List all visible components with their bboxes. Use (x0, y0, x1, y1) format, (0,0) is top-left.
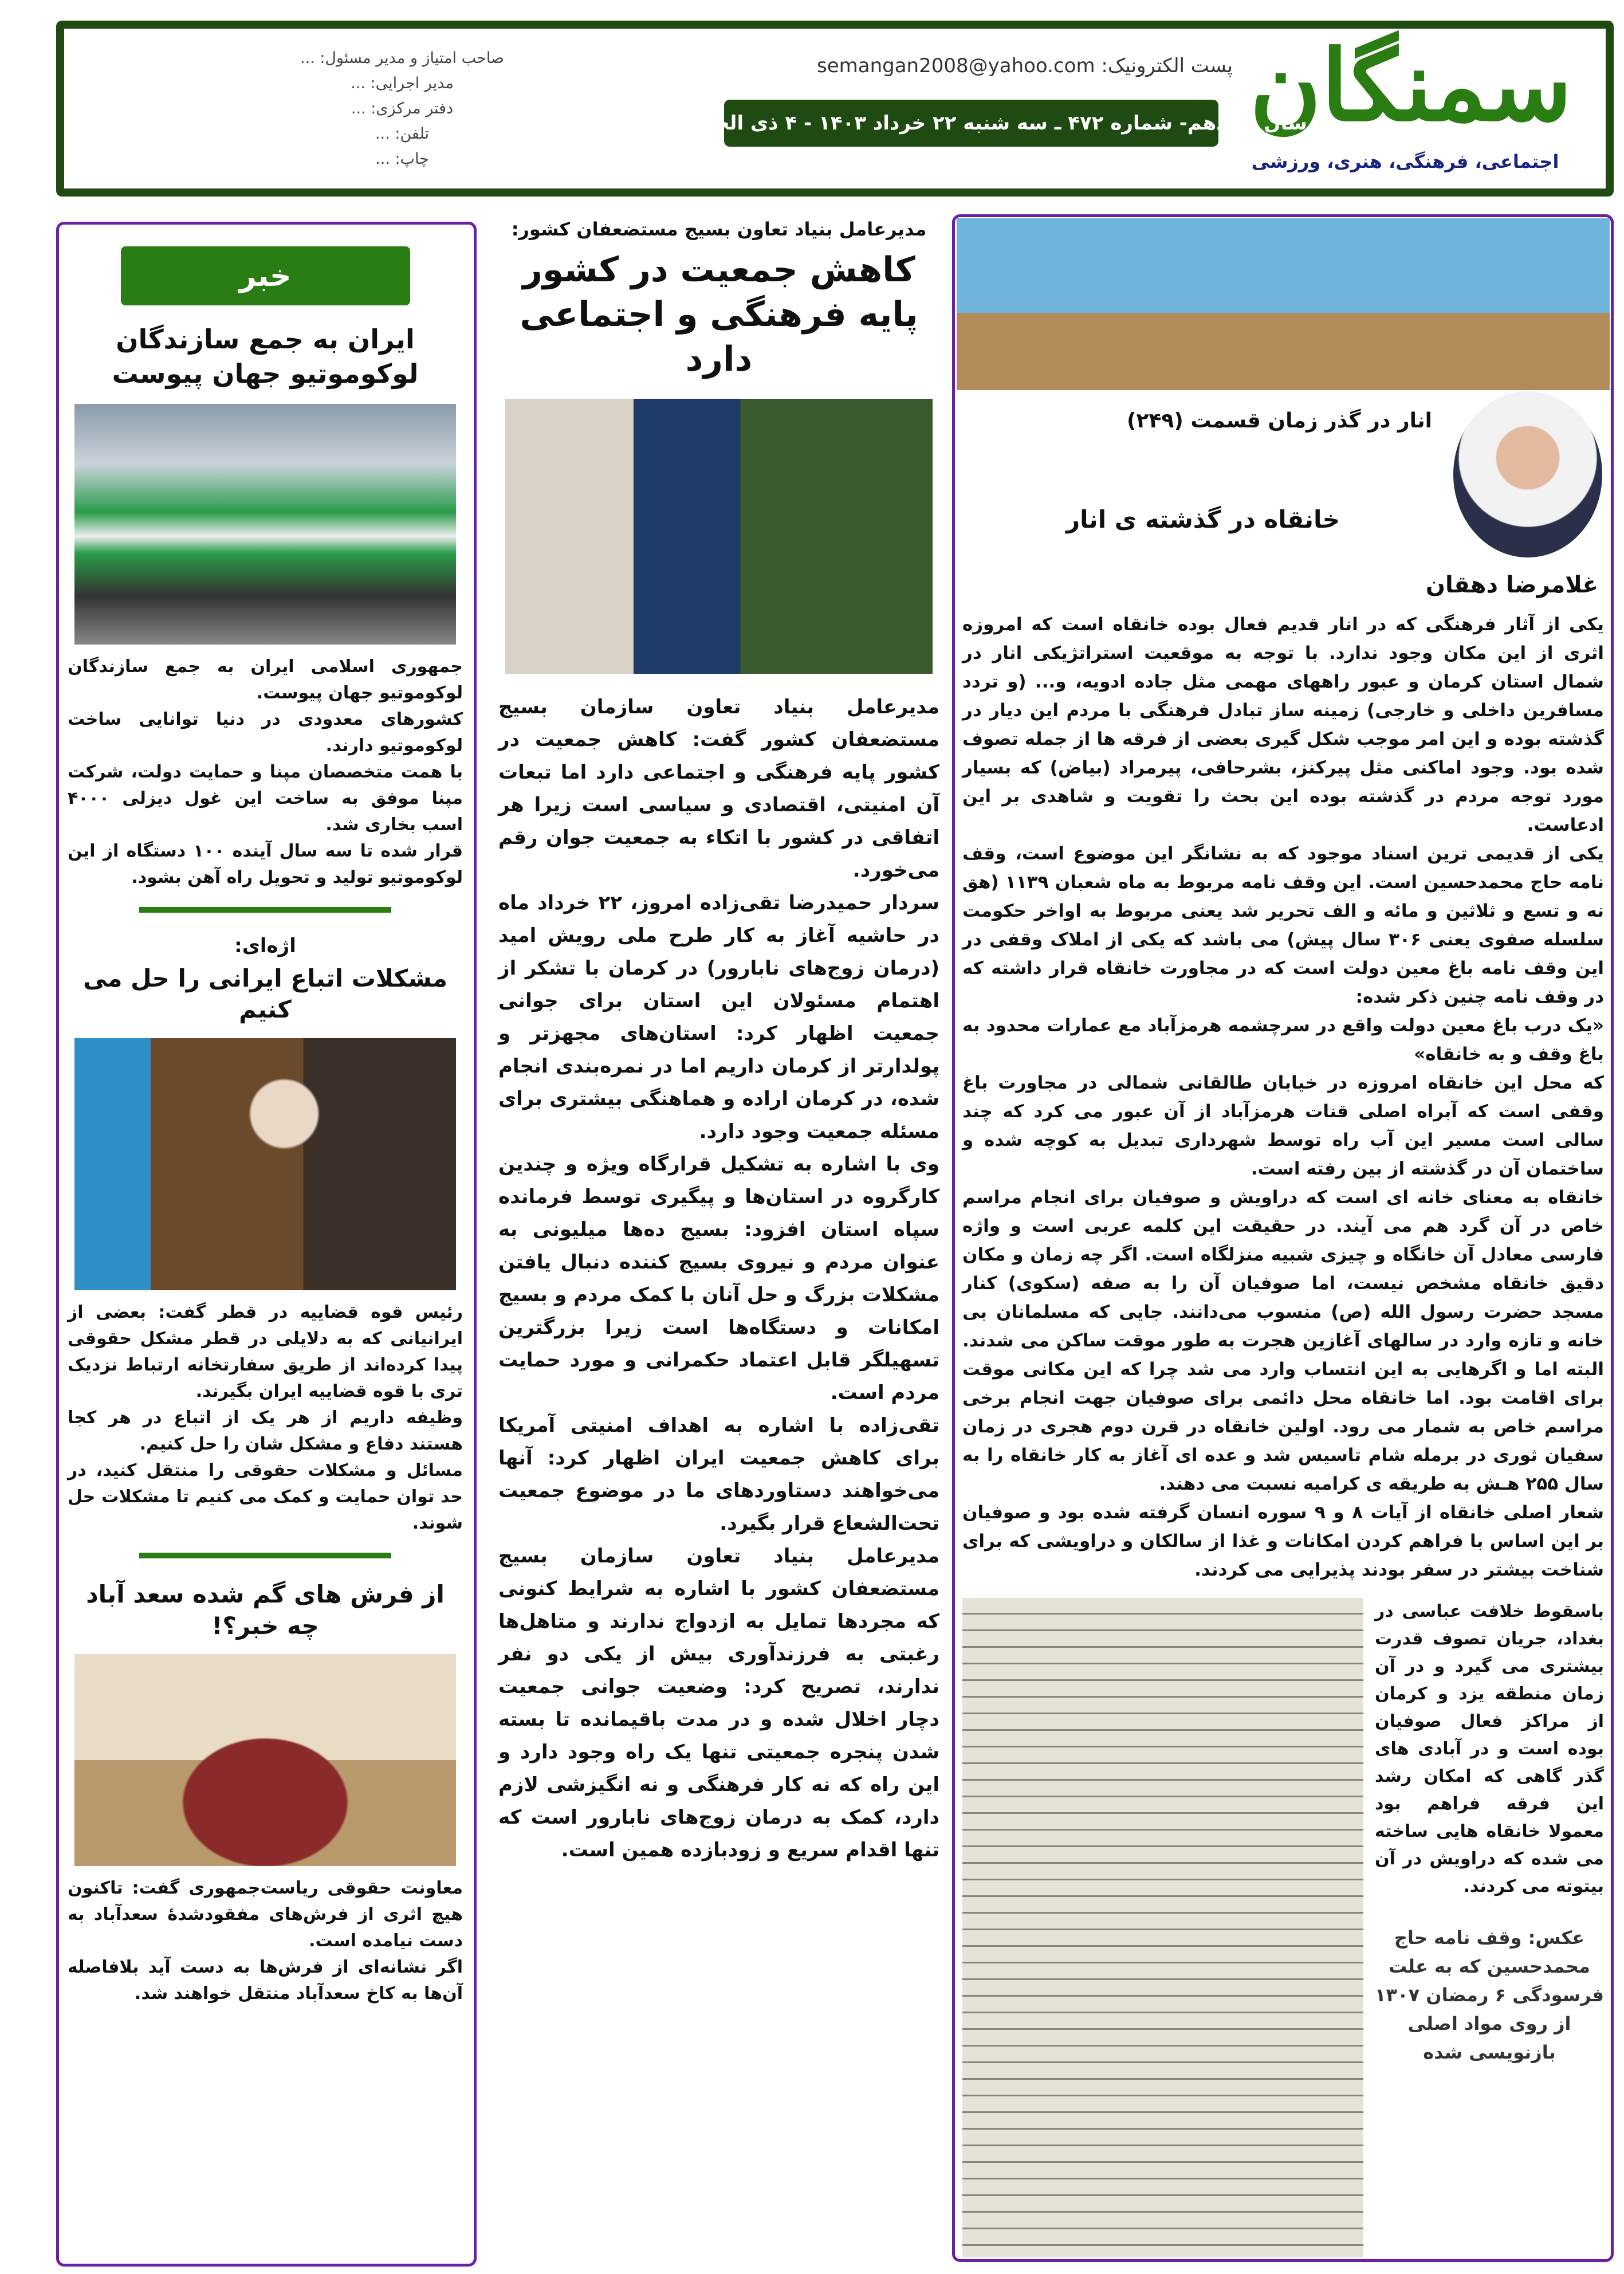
saadabad-carpet-photo (74, 1654, 456, 1866)
ejei-kicker: اژه‌ای: (234, 934, 296, 957)
paragraph: «یک درب باغ معین دولت واقع در سرچشمه هرمزآباد مع عمارات محدود به باغ وقف و به خانقاه» (962, 1015, 1604, 1065)
paragraph: وی با اشاره به تشکیل قرارگاه ویژه و چندین کارگروه در استان‌ها و پیگیری توسط فرمانده سپاه استان افزود: بسیج ده‌ها میلیونی به عنوان مردم و نیروی بسیج کننده دنبال یافتن مشکلات بزرگ و حل آنان با کمک مردم و بسیج امکانات و دستگاه‌ها است زیرا بزرگترین تسهیلگر قابل اعتماد حکمرانی و مورد حمایت مردم است. (498, 1152, 939, 1404)
side-text: باسقوط خلافت عباسی در بغداد، جریان تصوف قدرت بیشتری می گیرد و در آن زمان منطقه یزد و کرمان از مراکز فعال صوفیان بوده است و در آبادی های گذر گاهی که امکان رشد این فرقه فراهم بود معمولا خانقاه هایی ساخته می شده که دراویش در آن بیتوته می کردند. (1375, 1601, 1604, 1896)
paragraph: مسائل و مشکلات حقوقی را منتقل کنید، در حد توان حمایت و کمک می کنیم تا مشکلات حل شوند. (68, 1460, 463, 1533)
paragraph: شعار اصلی خانقاه از آیات ۸ و ۹ سوره انسان گرفته شده بود و صوفیان بر این اساس با فراهم کردن امکانات و غذا از سالکان و دراویشی که برای شناخت بیشتر در سفر بودند پذیرایی می کردند. (962, 1502, 1604, 1580)
staff-line: صاحب امتیاز و مدیر مسئول: ... (300, 49, 504, 67)
population-kicker: مدیرعامل بنیاد تعاون بسیج مستضعفان کشور: (511, 218, 927, 240)
issue-date-bar: سال نوزدهم- شماره ۴۷۲ ـ سه شنبه ۲۲ خرداد ۱۴۰۳ - ۴ ذی الحجه ۱۴۴۵ (724, 100, 1218, 147)
document-caption: عکس: وقف نامه حاج محمدحسین که به علت فرسودگی ۶ رمضان ۱۳۰۷ از روی مواد اصلی بازنویسی شده (1375, 1927, 1604, 2063)
judiciary-chief-photo (74, 1038, 456, 1290)
logo-subtitle: اجتماعی، فرهنگی، هنری، ورزشی (1251, 151, 1559, 172)
population-article-body (498, 691, 939, 1867)
left-column-content (68, 246, 463, 2257)
ceremony-photo (505, 399, 933, 674)
divider (139, 907, 391, 913)
khanqah-article (962, 610, 1604, 2257)
paragraph: که محل این خانقاه امروزه در خیابان طالقانی شمالی در مجاورت باغ وقفی است که آبراه اصلی قنات هرمزآباد از آن عبور می کرد که چند سالی است مسیر این آب راه توسط شهرداری تبدیل به کوچه شده و ساختمان آن در گذشته از بین رفته است. (962, 1073, 1604, 1179)
paragraph: اگر نشانه‌ای از فرش‌ها به دست آید بلافاصله آن‌ها به کاخ سعدآباد منتقل خواهند شد. (68, 1957, 463, 2004)
staff-line: دفتر مرکزی: ... (351, 100, 454, 117)
middle-column (498, 218, 939, 2263)
staff-line: مدیر اجرایی: ... (351, 74, 454, 92)
ejei-article-body (68, 1299, 463, 1537)
staff-line: چاپ: ... (375, 150, 429, 168)
paragraph: با همت متخصصان مپنا و حمایت دولت، شرکت مپنا موفق به ساخت این غول دیزلی ۴۰۰۰ اسب بخاری شد. (68, 761, 463, 835)
paragraph: مدیرعامل بنیاد تعاون سازمان بسیج مستضعفان کشور گفت: کاهش جمعیت در کشور پایه فرهنگی و اجتماعی دارد اما تبعات آن امنیتی، اقتصادی و سیاسی است زیرا هر اتفاقی در کشور با اتکاء به جمعیت جوان رقم می‌خورد. (498, 695, 939, 882)
paragraph: مدیرعامل بنیاد تعاون سازمان بسیج مستضعفان کشور با اشاره به شرایط کنونی که مجردها تمایل به ازدواج ندارند و متاهل‌ها رغبتی به فرزندآوری بیش از یکی دو نفر ندارند، تصریح کرد: وضعیت جوانی جمعیت دچار اخلال شده و در مدت باقیمانده تا بسته شدن پنجره جمعیتی تنها یک راه وجود دارد و این راه که نه کار فرهنگی و نه انگیزشی لازم دارد، کمک به درمان زوج‌های نابارور است که تنها اقدام سریع و زودبازده همین است. (498, 1544, 939, 1861)
side-text-column (1375, 1598, 1604, 2257)
paragraph: معاونت حقوقی ریاست‌جمهوری گفت: تاکنون هیچ اثری از فرش‌های مفقودشدهٔ سعدآباد به دست نیامده است. (68, 1878, 463, 1951)
paragraph: سردار حمیدرضا تقی‌زاده امروز، ۲۲ خرداد ماه در حاشیه آغاز به کار طرح ملی رویش امید (درمان زوج‌های نابارور) در کرمان با تشکر از اهتمام مسئولان این استان برای جوانی جمعیت اظهار کرد: استان‌های مجهزتر و پولدارتر از کرمان داریم اما در نمره‌بندی انجام شده، در کرمان اراده و هماهنگی بیشتری برای مسئله جمعیت وجود دارد. (498, 891, 939, 1143)
carpets-article-body (68, 1875, 463, 2007)
population-headline: کاهش جمعیت در کشور پایه فرهنگی و اجتماعی دارد (520, 249, 918, 379)
ejei-headline: مشکلات اتباع ایرانی را حل می کنیم (83, 964, 447, 1024)
newspaper-logo: سمنگان (1249, 29, 1572, 143)
paragraph: خانقاه به معنای خانه ای است که دراویش و صوفیان برای انجام مراسم خاص در آن گرد هم می آیند. در حقیقت این کلمه عربی است و واژه فارسی معادل آن خانگاه و چیزی شبیه منزلگاه است. اگر چه زمان و مکان دقیق خانقاه مشخص نیست، اما صوفیان آن را به صفه (سکوی) کنار مسجد حضرت رسول الله (ص) منسوب می‌دانند. جایی که مسلمانان بی خانه و تازه وارد در سالهای آغازین هجرت به طور موقت ساکن می شدند. البته اما و اگرهایی به این انتساب وارد می شد چرا که این مکانی موقت برای اقامت بود. اما خانقاه محل دائمی برای صوفیان جهت انجام برخی مراسم خاص به شمار می رود. اولین خانقاه در قرن دوم هجری در زمان سفیان ثوری در برمله شام تاسیس شد و عده ای آغاز به کار خانقاه را به سال ۲۵۵ هـش به طریقه ی کرامیه نسبت می دهند. (962, 1187, 1604, 1494)
paragraph: یکی از آثار فرهنگی که در انار قدیم فعال بوده خانقاه است که امروزه اثری از این مکان وجود ندارد. با توجه به موقعیت استراتژیکی انار در شمال استان کرمان و عبور راههای مهمی مثل جاده ادویه، و... (و تردد مسافرین داخلی و خارجی) زمینه ساز تبادل فرهنگی با مردم این دیار در گذشته بوده و این امر موجب شکل گیری بعضی از فرقه ها از جمله تصوف شده بود. وجود اماکنی مثل پیرکنز، بشرحافی، پیرمراد (بیاض) که بسیار مورد توجه مردم در گذشته بوده این بحث را تقویت و شاهدی بر این ادعاست. (962, 614, 1604, 835)
locomotive-article-body (68, 654, 463, 891)
staff-credits (144, 46, 660, 172)
paragraph: یکی از قدیمی ترین اسناد موجود که به نشانگر این موضوع است، وقف نامه حاج محمدحسین است. این وقف نامه مربوط به ماه شعبان ۱۱۳۹ (هق نه و تسع و ثلاثین و مائه و الف تحریر شد یعنی مربوط به اواخر حکومت سلسله صفوی یعنی ۳۰۶ سال پیش) می باشد که یکی از املاک وقفی در این وقف نامه باغ معین دولت است که در مجاورت خانقاه قرار داشته که در وقف نامه چنین ذکر شده: (962, 843, 1604, 1007)
staff-line: تلفن: ... (375, 125, 430, 143)
endowment-document-photo (962, 1598, 1363, 2257)
carpets-headline: از فرش های گم شده سعد آباد چه خبر؟! (86, 1580, 445, 1640)
khanqah-article-body (962, 610, 1604, 1584)
author-name: غلامرضا دهقان (1425, 572, 1598, 598)
locomotive-photo (74, 404, 456, 645)
email-line: پست الکترونیک: semangan2008@yahoo.com (817, 54, 1233, 77)
section-label-news: خبر (121, 246, 410, 305)
khanqah-headline: خانقاه در گذشته ی انار (1065, 505, 1340, 533)
divider (139, 1553, 391, 1558)
series-title: انار در گذر زمان قسمت (۲۴۹) (1127, 409, 1432, 433)
paragraph: وظیفه داریم از هر یک از اتباع در هر کجا هستند دفاع و مشکل شان را حل کنیم. (68, 1407, 463, 1454)
paragraph: رئیس قوه قضاییه در قطر گفت: بعضی از ایرانیانی که به دلایلی در قطر مشکل حقوقی پیدا کرده‌اند از طریق سفارتخانه ارتباط نزدیک تری با قوه قضاییه ایران بگیرند. (68, 1302, 463, 1401)
author-portrait (1453, 391, 1602, 557)
locomotive-headline: ایران به جمع سازندگان لوکوموتیو جهان پیوست (112, 324, 419, 389)
paragraph: قرار شده تا سه سال آینده ۱۰۰ دستگاه از این لوکوموتیو تولید و تحویل راه آهن بشود. (68, 841, 463, 887)
masthead (56, 21, 1614, 197)
paragraph: جمهوری اسلامی ایران به جمع سازندگان لوکوموتیو جهان پیوست. (68, 656, 463, 703)
document-row (962, 1598, 1604, 2257)
paragraph: کشورهای معدودی در دنیا توانایی ساخت لوکوموتیو دارند. (68, 709, 463, 756)
paragraph: تقی‌زاده با اشاره به اهداف امنیتی آمریکا برای کاهش جمعیت ایران اظهار کرد: آنها می‌خواهند دستاوردهای ما در موضوع جمعیت تحت‌الشعاع قرار بگیرد. (498, 1413, 939, 1535)
mosque-banner-photo (957, 218, 1610, 390)
